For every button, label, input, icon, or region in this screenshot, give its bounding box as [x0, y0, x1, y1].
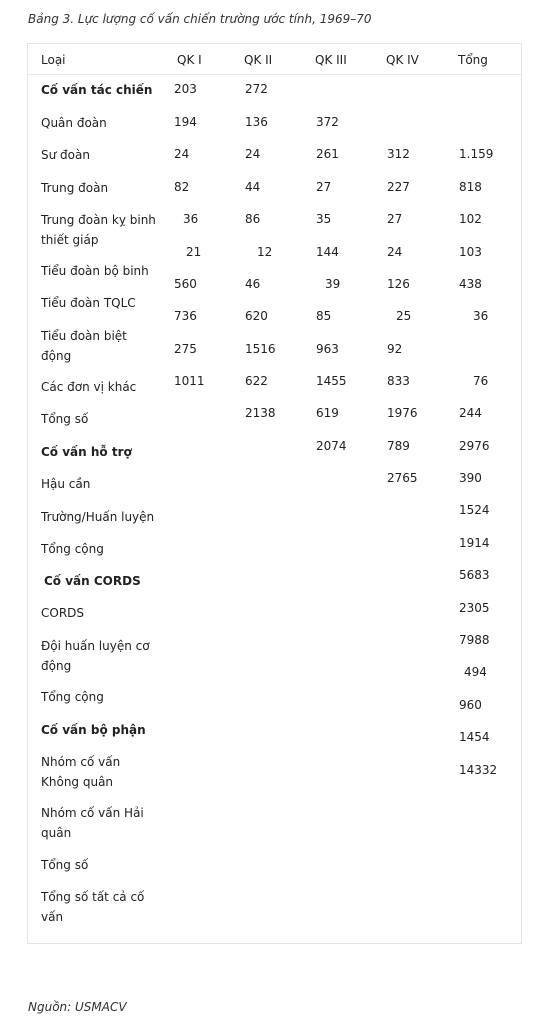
- qk3-cell: 372: [316, 115, 339, 129]
- advisor-table: [27, 43, 522, 944]
- row-label: Cố vấn hỗ trợ: [41, 445, 132, 459]
- row-label: Tổng số tất cả cố vấn: [41, 890, 145, 924]
- header-qk4: QK IV: [386, 53, 419, 67]
- row-label: Tổng số: [41, 412, 89, 426]
- qk2-cell: 12: [257, 245, 273, 259]
- header-qk1: QK I: [177, 53, 202, 67]
- qk1-cell: 194: [174, 115, 197, 129]
- qk4-cell: 2765: [387, 471, 418, 485]
- header-qk3: QK III: [315, 53, 347, 67]
- total-cell: 438: [459, 277, 482, 291]
- row-label: Trung đoàn: [41, 181, 109, 195]
- row-label: CORDS: [41, 606, 85, 620]
- qk3-cell: 35: [316, 212, 332, 226]
- qk4-cell: 126: [387, 277, 410, 291]
- qk4-cell: 92: [387, 342, 403, 356]
- total-cell: 76: [473, 374, 489, 388]
- header-loai: Loại: [41, 53, 66, 67]
- qk2-cell: 136: [245, 115, 268, 129]
- row-label: Trung đoàn kỵ binh thiết giáp: [41, 213, 156, 247]
- row-label: Tổng cộng: [41, 690, 104, 704]
- qk3-cell: 1455: [316, 374, 347, 388]
- qk4-cell: 227: [387, 180, 410, 194]
- row-label: Tiểu đoàn bộ binh: [41, 264, 149, 278]
- row-label: Đội huấn luyện cơ động: [41, 639, 150, 673]
- total-cell: 1454: [459, 730, 490, 744]
- row-label: Tiểu đoàn biệt động: [41, 329, 127, 363]
- total-cell: 1914: [459, 536, 490, 550]
- row-label: Tiểu đoàn TQLC: [41, 296, 136, 310]
- qk4-cell: 27: [387, 212, 403, 226]
- qk3-cell: 27: [316, 180, 332, 194]
- total-cell: 494: [464, 665, 487, 679]
- total-cell: 103: [459, 245, 482, 259]
- qk1-cell: 203: [174, 82, 197, 96]
- row-label: Cố vấn tác chiến: [41, 83, 153, 97]
- row-label: Quân đoàn: [41, 116, 107, 130]
- qk3-cell: 261: [316, 147, 339, 161]
- qk3-cell: 2074: [316, 439, 347, 453]
- qk2-cell: 620: [245, 309, 268, 323]
- table-caption: Bảng 3. Lực lượng cố vấn chiến trường ước tính, 1969–70: [28, 12, 372, 26]
- qk1-cell: 21: [186, 245, 202, 259]
- qk3-cell: 144: [316, 245, 339, 259]
- total-cell: 7988: [459, 633, 490, 647]
- qk1-cell: 24: [174, 147, 190, 161]
- qk2-cell: 2138: [245, 406, 276, 420]
- qk1-cell: 275: [174, 342, 197, 356]
- qk1-cell: 560: [174, 277, 197, 291]
- row-label: Sư đoàn: [41, 148, 90, 162]
- total-cell: 1524: [459, 503, 490, 517]
- header-qk2: QK II: [244, 53, 273, 67]
- total-cell: 5683: [459, 568, 490, 582]
- qk4-cell: 24: [387, 245, 403, 259]
- qk1-cell: 82: [174, 180, 190, 194]
- qk3-cell: 39: [325, 277, 341, 291]
- qk4-cell: 789: [387, 439, 410, 453]
- total-cell: 818: [459, 180, 482, 194]
- qk2-cell: 86: [245, 212, 261, 226]
- total-cell: 14332: [459, 763, 498, 777]
- qk3-cell: 619: [316, 406, 339, 420]
- row-label: Tổng số: [41, 858, 89, 872]
- qk2-cell: 272: [245, 82, 268, 96]
- row-label: Nhóm cố vấn Không quân: [41, 755, 121, 789]
- row-label: Cố vấn bộ phận: [41, 723, 146, 737]
- row-label: Cố vấn CORDS: [44, 574, 141, 588]
- total-cell: 2305: [459, 601, 490, 615]
- qk1-cell: 1011: [174, 374, 205, 388]
- qk2-cell: 1516: [245, 342, 276, 356]
- qk2-cell: 46: [245, 277, 261, 291]
- qk2-cell: 622: [245, 374, 268, 388]
- total-cell: 102: [459, 212, 482, 226]
- table-source: Nguồn: USMACV: [28, 1000, 127, 1014]
- qk4-cell: 312: [387, 147, 410, 161]
- total-cell: 1.159: [459, 147, 494, 161]
- qk1-cell: 36: [183, 212, 199, 226]
- qk3-cell: 963: [316, 342, 339, 356]
- row-label: Tổng cộng: [41, 542, 104, 556]
- total-cell: 2976: [459, 439, 490, 453]
- header-total: Tổng: [458, 53, 488, 67]
- total-cell: 36: [473, 309, 489, 323]
- row-label: Hậu cần: [41, 477, 91, 491]
- qk4-cell: 1976: [387, 406, 418, 420]
- qk4-cell: 833: [387, 374, 410, 388]
- row-label: Các đơn vị khác: [41, 380, 137, 394]
- qk2-cell: 44: [245, 180, 261, 194]
- row-label: Trường/Huấn luyện: [41, 510, 155, 524]
- qk2-cell: 24: [245, 147, 261, 161]
- total-cell: 244: [459, 406, 482, 420]
- total-cell: 960: [459, 698, 482, 712]
- total-cell: 390: [459, 471, 482, 485]
- header-divider: [28, 74, 521, 75]
- row-label: Nhóm cố vấn Hải quân: [41, 806, 144, 840]
- qk3-cell: 85: [316, 309, 332, 323]
- qk1-cell: 736: [174, 309, 197, 323]
- qk4-cell: 25: [396, 309, 412, 323]
